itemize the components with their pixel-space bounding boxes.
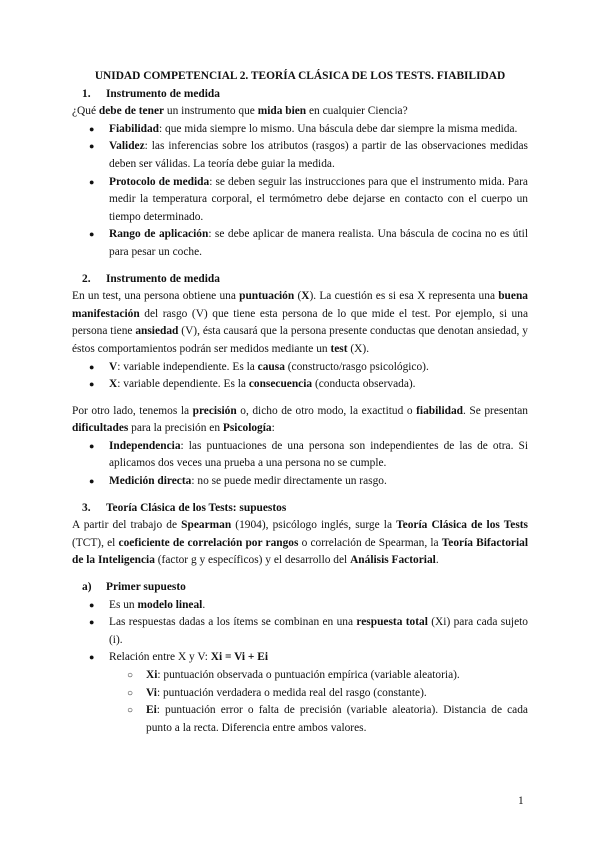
page-content — [72, 68, 528, 737]
bold-term: Fiabilidad — [109, 122, 160, 135]
bold-term: Teoría Bifactorial de la Inteligencia — [72, 536, 528, 567]
list-item — [72, 376, 528, 394]
item-text: : que mida siempre lo mismo. Una báscula debe dar siempre la misma medida. — [159, 122, 518, 135]
bold-term: Rango de aplicación — [109, 228, 209, 241]
text-run: Es un — [109, 598, 138, 611]
bold-term: dificultades — [72, 422, 129, 435]
sub-list-item — [72, 685, 528, 703]
text-run: en cualquier Ciencia? — [306, 105, 408, 118]
list-item — [72, 121, 528, 139]
subsection-a-list — [72, 597, 528, 667]
bold-term: Validez — [109, 140, 145, 153]
section-number: 1. — [82, 87, 91, 100]
text-run: para la precisión en — [128, 422, 223, 435]
document-title: UNIDAD COMPETENCIAL 2. TEORÍA CLÁSICA DE LOS TESTS. FIABILIDAD — [94, 70, 506, 82]
bold-term: respuesta total — [356, 616, 428, 629]
text-run: (constructo/rasgo psicológico). — [284, 360, 429, 373]
text-run: . Se presentan — [463, 404, 528, 417]
bold-term: Vi — [146, 686, 157, 699]
text-run: del rasgo (V) que tiene esta persona de lo que mide el test. Por ejemplo, si una persona tiene — [72, 307, 528, 338]
section-2-list-2 — [72, 438, 528, 491]
text-run: : — [271, 422, 275, 435]
bold-term: Independencia — [109, 439, 181, 452]
list-item — [72, 226, 528, 261]
bold-term: Análisis Factorial — [350, 554, 436, 567]
text-run: Las respuestas dadas a los ítems se combinan en una — [109, 616, 357, 629]
list-item — [72, 473, 528, 491]
list-item — [72, 649, 528, 667]
formula: Xi = Vi + Ei — [210, 651, 269, 664]
sub-list-item — [72, 702, 528, 737]
bold-term: Teoría Clásica de los Tests — [396, 519, 528, 532]
list-item — [72, 597, 528, 615]
sub-list-item — [72, 667, 528, 685]
text-run: ¿Qué — [72, 105, 99, 118]
bold-term: test — [330, 342, 348, 355]
item-text: : las puntuaciones de una persona son independientes de las de otra. Si aplicamos dos veces una prueba a una persona no se cumple. — [109, 439, 528, 470]
bold-term: precisión — [192, 404, 237, 417]
text-run: (Xi) para cada sujeto (i). — [109, 616, 528, 646]
subsection-label: a) — [82, 581, 92, 594]
bold-term: ansiedad — [135, 325, 179, 338]
bold-term: Protocolo de medida — [109, 175, 210, 188]
bold-term: puntuación — [239, 290, 295, 303]
text-run: o, dicho de otro modo, la exactitud o — [236, 404, 417, 417]
text-run: (TCT), el — [72, 536, 119, 549]
bold-term: Xi — [146, 669, 158, 681]
bold-term: consecuencia — [248, 378, 313, 391]
section-2-heading — [72, 271, 528, 289]
text-run: Relación entre X y V: — [109, 651, 211, 664]
section-title: Teoría Clásica de los Tests: supuestos — [106, 501, 287, 514]
text-run: (X). — [347, 342, 370, 355]
bold-term: buena manifestación — [72, 290, 528, 320]
text-run: (1904), psicólogo inglés, surge la — [231, 519, 397, 532]
section-2-paragraph — [72, 288, 528, 358]
subsection-a-heading — [72, 579, 528, 597]
text-run: (V), ésta causará que la persona presente conductas que denotan ansiedad, y éstos comportamientos podrán ser medidos mediante un — [72, 325, 528, 355]
spacer — [72, 394, 528, 403]
text-run: un instrumento que — [164, 105, 258, 118]
subsection-a-sublist — [72, 667, 528, 737]
text-run: ( — [294, 290, 302, 303]
section-3-heading — [72, 500, 528, 518]
text-run: : variable dependiente. Es la — [117, 378, 249, 391]
text-run: (factor g y específicos) y el desarrollo del — [154, 554, 351, 567]
section-1-question — [72, 103, 528, 121]
list-item — [72, 359, 528, 377]
text-run: ). La cuestión es si esa X representa una — [309, 290, 499, 303]
text-run: . — [435, 554, 439, 567]
list-item — [72, 614, 528, 649]
bold-term: Ei — [146, 704, 157, 717]
section-title: Instrumento de medida — [106, 87, 220, 100]
bold-term: fiabilidad — [416, 404, 463, 417]
text-run: A partir del trabajo de — [72, 519, 182, 532]
list-item — [72, 438, 528, 473]
bold-term: causa — [257, 360, 285, 373]
section-1-heading — [72, 86, 528, 104]
page-number: 1 — [518, 795, 524, 807]
item-text: : se deben seguir las instrucciones para que el instrumento mida. Para medir la temperatura corporal, el termómetro debe dejarse en contacto con el cuerpo un tiempo determinado. — [109, 175, 528, 223]
bold-term: V — [109, 360, 118, 373]
spacer — [72, 262, 528, 271]
section-number: 3. — [82, 501, 91, 514]
list-item — [72, 138, 528, 173]
text-run: . — [202, 598, 206, 611]
section-2-list — [72, 359, 528, 394]
section-number: 2. — [82, 272, 91, 285]
bold-term: coeficiente de correlación por rangos — [118, 536, 299, 549]
item-text: : puntuación error o falta de precisión (variable aleatoria). Distancia de cada punto a la recta. Diferencia entre ambos valores. — [146, 704, 528, 734]
section-2-paragraph-2 — [72, 403, 528, 438]
subsection-title: Primer supuesto — [106, 581, 186, 594]
bold-term: modelo lineal — [137, 598, 203, 611]
bold-term: X — [109, 378, 118, 391]
bold-term: Spearman — [181, 519, 232, 532]
spacer — [72, 491, 528, 500]
text-run: o correlación de Spearman, la — [298, 536, 442, 549]
text-run: Por otro lado, tenemos la — [72, 404, 193, 417]
item-text: : las inferencias sobre los atributos (rasgos) a partir de las observaciones medidas deben ser válidas. La teoría debe guiar la medida. — [109, 140, 528, 170]
bold-term: debe de tener — [98, 105, 165, 118]
item-text: : no se puede medir directamente un rasgo. — [191, 475, 387, 488]
spacer — [72, 570, 528, 579]
bold-term: X — [301, 290, 310, 303]
item-text: : puntuación observada o puntuación empírica (variable aleatoria). — [157, 669, 460, 681]
section-1-list — [72, 121, 528, 262]
item-text: : puntuación verdadera o medida real del rasgo (constante). — [156, 686, 427, 699]
text-run: : variable independiente. Es la — [117, 360, 258, 373]
section-3-paragraph — [72, 517, 528, 570]
item-text: : se debe aplicar de manera realista. Una báscula de cocina no es útil para pesar un coche. — [109, 228, 528, 258]
text-run: (conducta observada). — [312, 378, 416, 391]
bold-term: Psicología — [222, 422, 272, 435]
bold-term: Medición directa — [109, 475, 192, 488]
text-run: En un test, una persona obtiene una — [72, 290, 240, 303]
bold-term: mida bien — [257, 105, 307, 118]
section-title: Instrumento de medida — [106, 272, 220, 285]
list-item — [72, 174, 528, 227]
